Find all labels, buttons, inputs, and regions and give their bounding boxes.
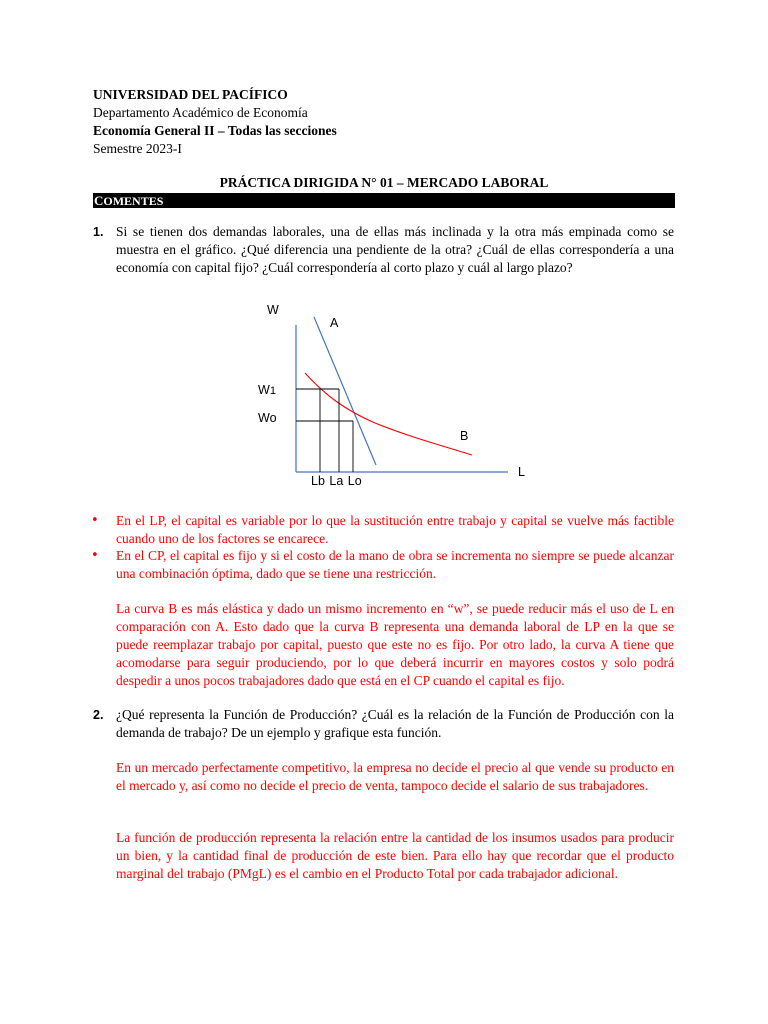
labor-demand-graph — [250, 295, 540, 495]
university-name: UNIVERSIDAD DEL PACÍFICO — [93, 87, 288, 102]
x-axis-label: L — [518, 465, 525, 479]
section-heading-bar — [93, 193, 675, 208]
question-1-text: Si se tienen dos demandas laborales, una de ellas más inclinada y la otra más empinada como se muestra en el gráfico. ¿Qué diferencia una pendiente de la otra? ¿Cuál de ellas correspondería a una economía con capital fijo? ¿Cuál correspondería al corto plazo y cuál al largo plazo? — [116, 224, 674, 275]
answer-1-bullet-2: En el CP, el capital es fijo y si el costo de la mano de obra se incrementa no siempre se puede alcanzar una combinación óptima, dado que se tiene una restricción. — [116, 548, 674, 581]
course-name: Economía General II – Todas las secciones — [93, 123, 337, 138]
answer-1-bullet-1: En el LP, el capital es variable por lo que la sustitución entre trabajo y capital se vuelve más factible cuando uno de los factores se encarece. — [116, 513, 674, 546]
document-header — [93, 86, 683, 158]
section-heading-rest: OMENTES — [103, 194, 164, 208]
curve-a-label: A — [330, 316, 339, 330]
x-axis-ticks: Lb La Lo — [311, 474, 362, 488]
section-heading-initial: C — [94, 193, 104, 208]
w1-label — [258, 383, 276, 398]
w1-label-subscript: 1 — [269, 385, 276, 397]
question-1-number: 1. — [93, 225, 104, 239]
graph-canvas — [250, 295, 540, 495]
question-2-number: 2. — [93, 708, 104, 722]
semester: Semestre 2023-I — [93, 141, 182, 156]
document-title: PRÁCTICA DIRIGIDA N° 01 – MERCADO LABORAL — [219, 175, 549, 190]
answer-2-paragraph-2: La función de producción representa la relación entre la cantidad de los insumos usados para producir un bien, y la cantidad final de producción de este bien. Para ello hay que recordar que el producto marginal del trabajo (PMgL) es el cambio en el Producto Total por cada trabajador adicional. — [116, 830, 674, 881]
department-name: Departamento Académico de Economía — [93, 105, 308, 120]
bullet-icon: • — [91, 513, 99, 528]
answer-1-paragraph: La curva B es más elástica y dado un mismo incremento en “w”, se puede reducir más el uso de L en comparación con A. Esto dado que la curva B representa una demanda laboral de LP en la que se puede reemplazar trabajo por capital, puesto que este no es fijo. Por otro lado, la curva A tiene que acomodarse para seguir produciendo, por lo que deberá incurrir en mayores costos y solo podrá despedir a unos pocos trabajadores dado que está en el CP cuando el capital es fijo. — [116, 601, 674, 688]
wo-label: Wo — [258, 411, 277, 425]
w1-label-text: W — [258, 383, 270, 397]
bullet-icon: • — [91, 548, 99, 563]
curve-b-label: B — [460, 429, 469, 443]
question-2-text: ¿Qué representa la Función de Producción? ¿Cuál es la relación de la Función de Producción con la demanda de trabajo? De un ejemplo y grafique esta función. — [116, 707, 674, 740]
curve-b — [305, 373, 472, 455]
y-axis-label: W — [267, 303, 279, 317]
answer-2-paragraph-1: En un mercado perfectamente competitivo, la empresa no decide el precio al que vende su producto en el mercado y, así como no decide el precio de venta, tampoco decide el salario de sus trabajadores. — [116, 760, 674, 793]
